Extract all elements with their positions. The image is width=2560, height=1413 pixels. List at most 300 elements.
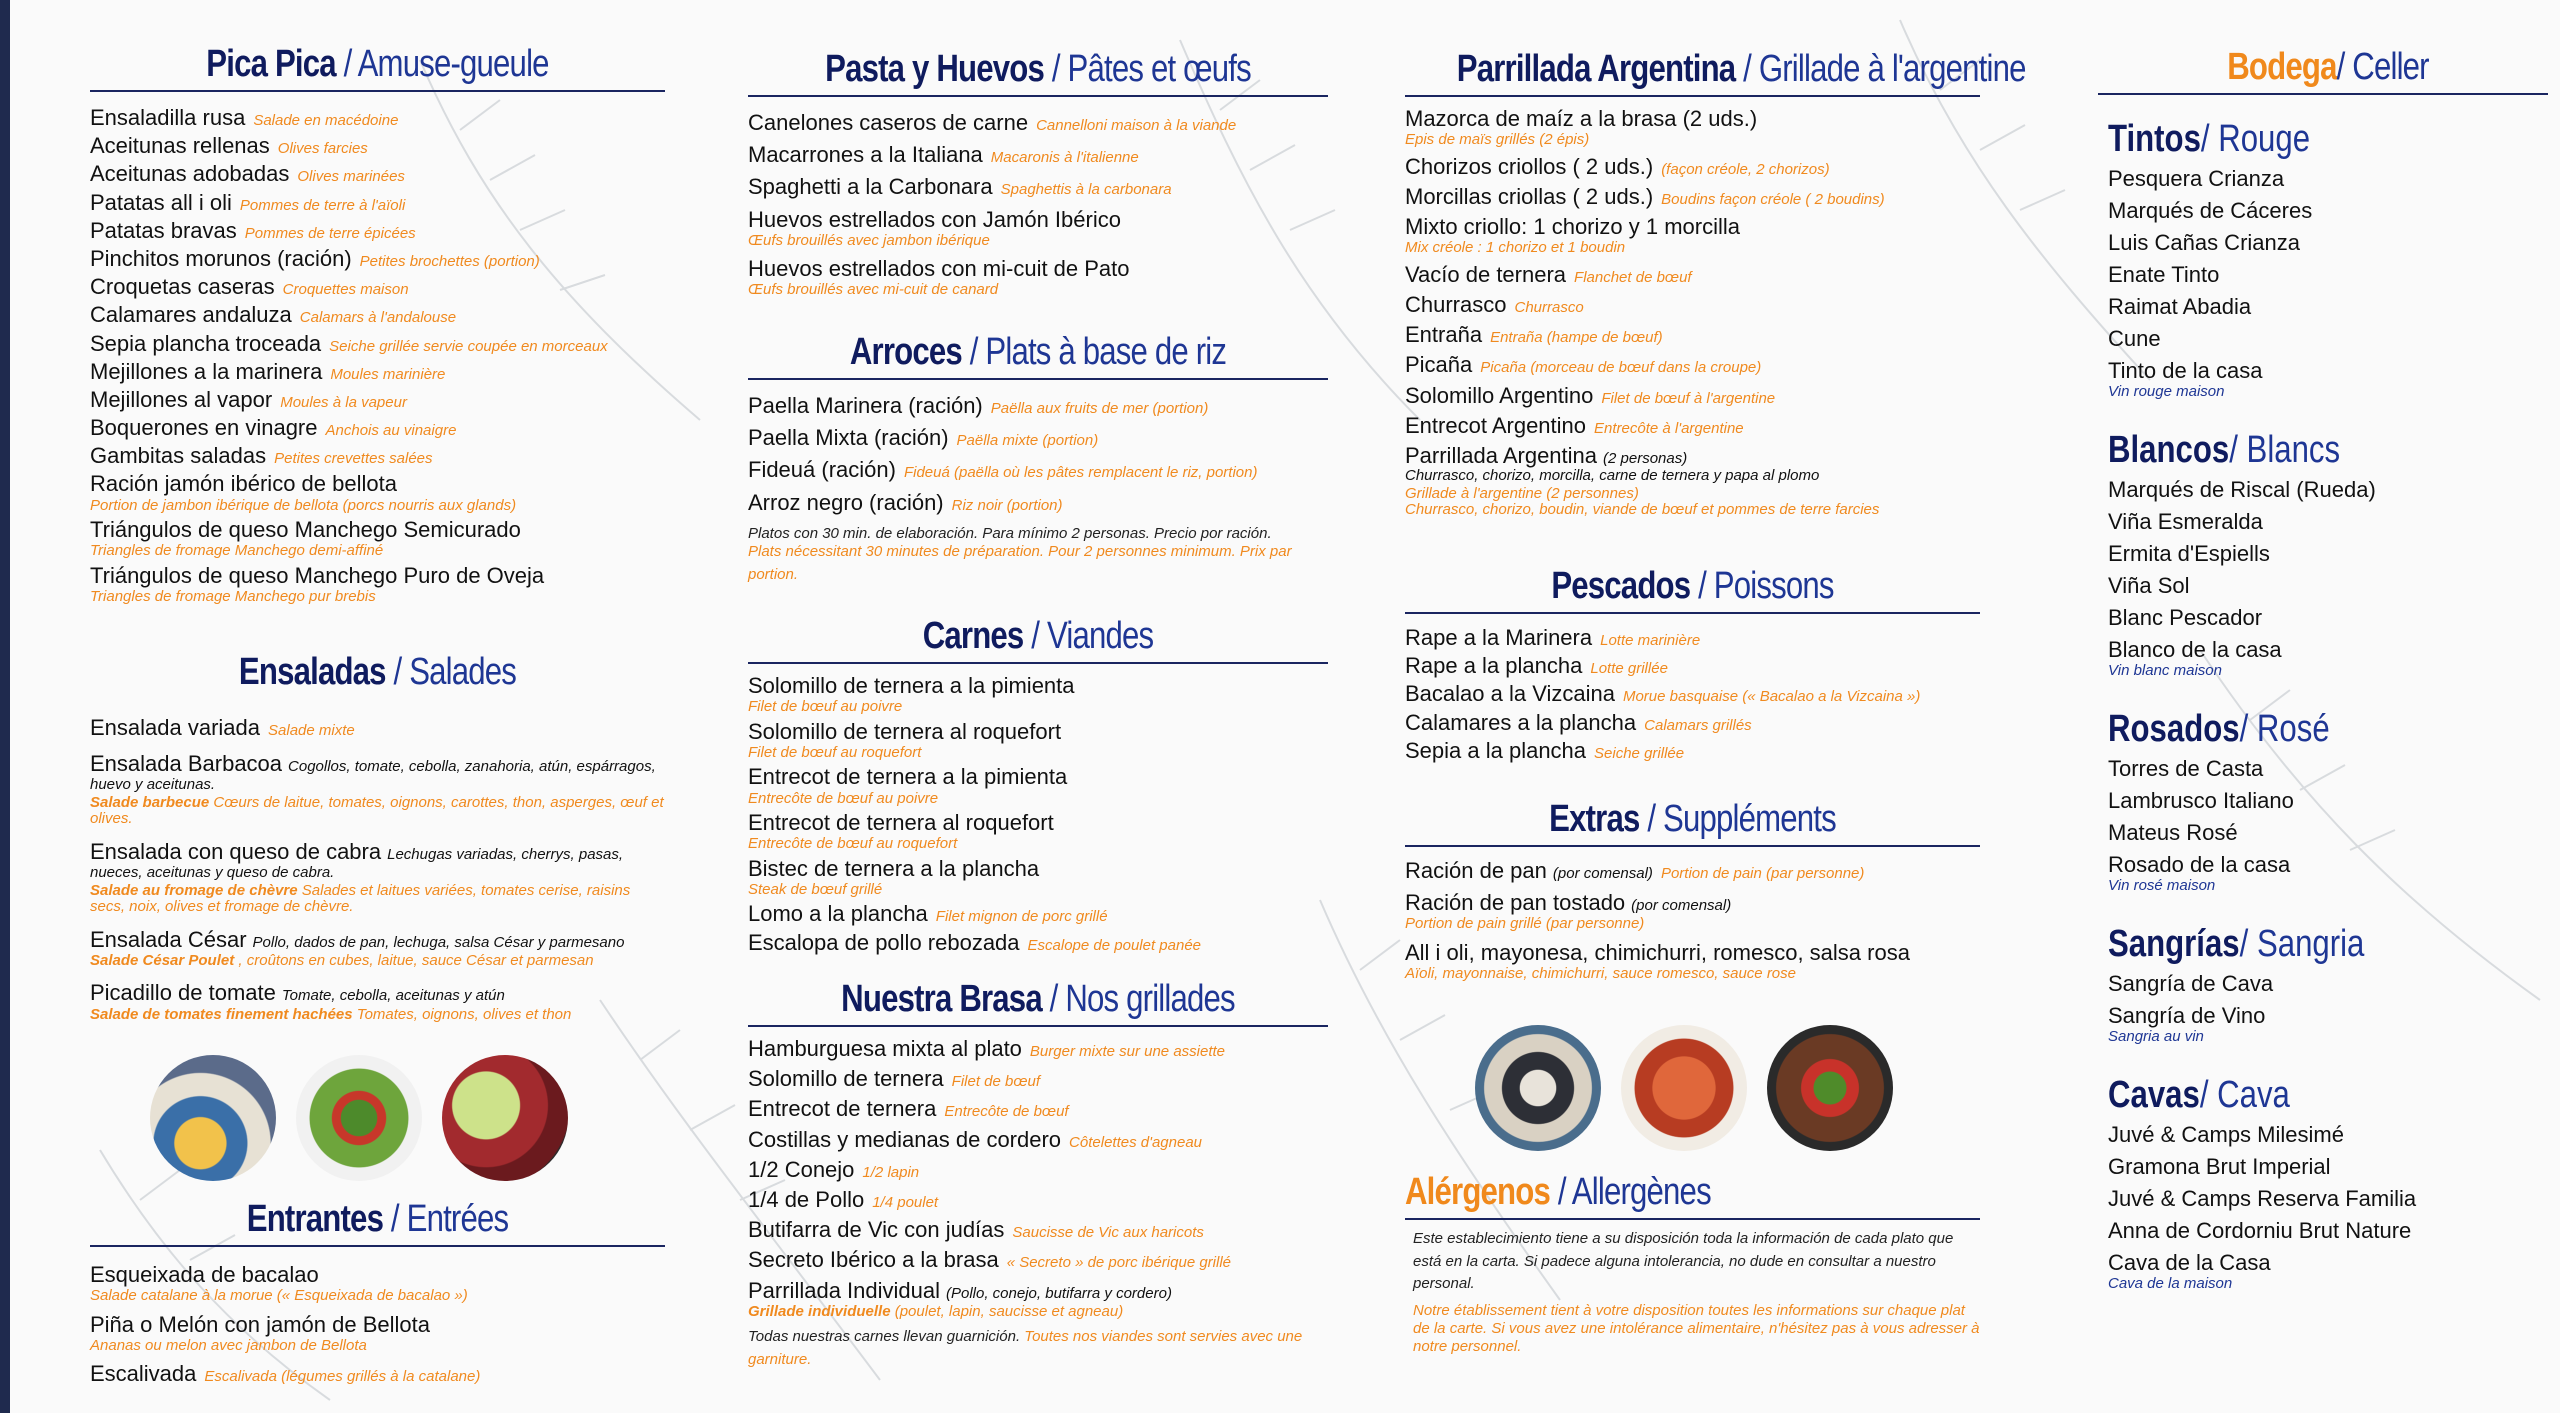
menu-item [90,1263,665,1305]
wine-house-note: Vin blanc maison [2108,662,2222,679]
wine-item: Ermita d'Espiells [2108,541,2270,566]
title-fr: / Celler [2336,46,2429,88]
item-translation [748,882,1328,899]
item-name: Ensaladilla rusa [90,105,246,130]
menu-item [748,491,1328,515]
title-rule [90,90,665,92]
menu-item [748,1279,1328,1321]
item-translation [90,795,665,828]
title-es: Blancos [2108,429,2230,471]
translation-text: Portion de jambon ibérique de bellota (porcs nourris aux glands) [90,496,517,514]
menu-item [748,111,1328,135]
rice-note-es: Platos con 30 min. de elaboración. Para mínimo 2 personas. Precio por ración. [748,524,1272,542]
item-name: 1/2 Conejo [748,1156,855,1182]
menu-item [1405,353,1980,377]
section-parrillada [1405,45,2026,525]
translation-text: Epis de maïs grillés (2 épis) [1405,131,1590,149]
wine-group [2108,920,2548,1045]
item-translation: Filet de bœuf [951,1073,1041,1091]
item-translation: Churrasco [1514,298,1584,316]
translation-text: Steak de bœuf grillé [748,880,883,898]
title-fr: / Plats à base de riz [969,331,1227,373]
item-name: Esqueixada de bacalao [90,1262,319,1287]
item-name: Solomillo de ternera al roquefort [748,718,1062,744]
section-title [1456,45,2026,93]
menu-item [748,1188,1328,1212]
item-translation: Cannelloni maison à la viande [1036,117,1237,134]
title-es: Alérgenos [1405,1171,1550,1213]
title-fr: / Cava [2199,1074,2290,1116]
menu-item [90,472,665,514]
menu-item [748,208,1328,250]
wine-group [2108,1071,2548,1292]
menu-item [90,275,665,299]
wine-item: Pesquera Crianza [2108,166,2285,191]
translation-title: Grillade individuelle [748,1302,891,1320]
wine-item: Cune [2108,326,2161,351]
item-translation: Moules à la vapeur [280,393,407,411]
title-fr: / Viandes [1031,615,1154,657]
title-fr: / Sangria [2239,923,2365,965]
menu-item [1405,739,1980,763]
item-description: (por comensal) [1552,865,1653,882]
item-name: Entraña [1405,322,1483,348]
item-translation: Petites brochettes (portion) [359,252,540,270]
translation-text: Portion de pain grillé (par personne) [1405,915,1645,933]
section-title [800,612,1276,660]
item-translation: Flanchet de bœuf [1574,268,1692,286]
menu-item [1405,654,1980,678]
item-name: Parrillada Individual [748,1277,940,1303]
item-translation [748,282,1328,299]
menu-item [1405,626,1980,650]
item-translation [90,883,665,916]
translation-text: Salades et laitues variées, tomates cerise, raisins secs, noix, olives et fromage de chèvre. [90,881,631,916]
item-name: Sepia plancha troceada [90,330,322,356]
allergen-note-fr: Notre établissement tient à votre disposition toutes les informations sur chaque plat de la carte. Si vous avez une intolérance alimentaire, n'hésitez pas à vous adresser à notre personnel. [1413,1301,1980,1355]
wine-group-title [2108,115,2469,163]
title-es: Parrillada Argentina [1456,48,1736,90]
item-translation [748,1304,1328,1321]
column-4-bodega [2108,0,2548,1413]
item-name: Triángulos de queso Manchego Puro de Oveja [90,562,545,588]
translation-text: Œufs brouillés avec mi-cuit de canard [748,281,999,299]
item-name: Solomillo Argentino [1405,382,1594,408]
item-translation: Lotte grillée [1590,660,1668,678]
menu-item [1405,891,1980,933]
item-translation: Côtelettes d'agneau [1069,1133,1203,1151]
item-translation [1405,916,1980,933]
item-translation [748,836,1328,853]
section-ensaladas [90,648,665,1035]
title-fr: / Grillade à l'argentine [1743,48,2026,90]
translation-text: Aïoli, mayonnaise, chimichurri, sauce romesco, sauce rose [1405,965,1796,983]
menu-item [90,716,665,740]
item-translation: Saucisse de Vic aux haricots [1012,1224,1204,1242]
menu-item [1405,107,1980,149]
item-translation: Salade en macédoine [253,112,399,129]
item-translation: Entraña (hampe de bœuf) [1490,329,1663,347]
wine-item: Blanco de la casa [2108,637,2282,662]
title-es: Bodega [2227,46,2337,88]
menu-item [748,1037,1328,1061]
title-rule [748,95,1328,97]
menu-item [748,1128,1328,1152]
wine-group-title [2108,426,2469,474]
item-name: Escalopa de pollo rebozada [748,929,1020,955]
item-name: Aceitunas adobadas [90,161,290,187]
title-es: Carnes [922,615,1024,657]
title-fr: / Entrées [390,1198,509,1240]
item-translation [90,589,665,606]
menu-item [1405,323,1980,347]
section-title [800,975,1276,1023]
menu-item [90,219,665,243]
item-translation [748,699,1328,716]
section-title [142,1195,614,1243]
item-translation [90,498,665,515]
item-translation: Filet mignon de porc grillé [935,908,1108,926]
menu-item [1405,215,1980,257]
title-es: Pescados [1551,565,1691,607]
item-translation [748,233,1328,250]
section-brasa [748,975,1328,1371]
item-name: Picaña [1405,352,1473,378]
item-name: Entrecot de ternera al roquefort [748,810,1054,836]
section-carnes [748,612,1328,959]
item-translation: Olives farcies [277,140,368,158]
wine-item: Mateus Rosé [2108,820,2238,845]
menu-item [90,444,665,468]
item-name: Mejillones a la marinera [90,358,323,384]
item-name: Calamares a la plancha [1405,709,1637,735]
menu-item [748,1097,1328,1121]
menu-item [1405,293,1980,317]
menu-item [90,191,665,215]
item-translation: Spaghettis à la carbonara [1000,181,1172,199]
menu-item [748,1158,1328,1182]
translation-title: Salade de tomates finement hachées [90,1005,353,1023]
translation-text: (poulet, lapin, saucisse et agneau) [894,1302,1124,1320]
item-translation: 1/2 lapin [862,1163,920,1181]
wine-item: Anna de Cordorniu Brut Nature [2108,1218,2412,1243]
item-name: Boquerones en vinagre [90,415,318,441]
title-es: Rosados [2108,708,2240,750]
photo-stew [1621,1025,1747,1151]
photo-tortilla [150,1055,276,1181]
item-name: All i oli, mayonesa, chimichurri, romesco, salsa rosa [1405,939,1910,965]
item-name: Rape a la plancha [1405,653,1583,679]
meat-note-fr: Toutes nos viandes sont servies avec une garniture. [748,1328,1303,1368]
meat-note-es: Todas nuestras carnes llevan guarnición. [748,1328,1021,1346]
item-name: Lomo a la plancha [748,901,928,927]
menu-item [748,175,1328,199]
item-name: Patatas bravas [90,217,237,243]
section-title [1405,1168,1877,1216]
title-es: Ensaladas [238,651,386,693]
column-2 [748,0,1328,1413]
item-name: Churrasco [1405,291,1507,317]
item-translation: Olives marinées [297,168,405,186]
translation-text: , croûtons en cubes, laitue, sauce César et parmesan [238,951,594,969]
translation-text: Salade catalane à la morue (« Esqueixada de bacalao ») [90,1287,468,1305]
title-rule [748,378,1328,380]
wine-item: Sangría de Cava [2108,971,2274,996]
item-name: Arroz negro (ración) [748,489,944,515]
translation-text: Grillade à l'argentine (2 personnes) [1405,484,1639,502]
item-translation: Moules marinière [330,365,446,383]
photo-salad [296,1055,422,1181]
section-title [142,40,614,88]
bodega-title [2148,43,2509,91]
photo-melon-jamon [442,1055,568,1181]
item-name: Parrillada Argentina [1405,442,1598,468]
menu-item [90,840,665,916]
item-translation: Macaronis à l'italienne [990,149,1139,167]
wine-group [2108,705,2548,894]
title-es: Arroces [849,331,962,373]
item-name: Mejillones al vapor [90,386,273,412]
menu-item [1405,185,1980,209]
wine-item: Rosado de la casa [2108,852,2291,877]
item-name: Bistec de ternera a la plancha [748,855,1040,881]
menu-item [748,811,1328,853]
item-name: Croquetas caseras [90,274,275,300]
menu-item [1405,682,1980,706]
menu-item [90,564,665,606]
item-description: Tomate, cebolla, aceitunas y atún [281,987,505,1005]
item-translation: Portion de pain (par personne) [1660,865,1865,882]
translation-text: Entrecôte de bœuf au roquefort [748,835,958,853]
section-extras [1405,795,1980,991]
item-translation: Paëlla aux fruits de mer (portion) [990,400,1209,417]
item-translation: « Secreto » de porc ibérique grillé [1006,1254,1231,1272]
translation-text: Filet de bœuf au roquefort [748,743,922,761]
menu-item [1405,941,1980,983]
title-fr: / Allergènes [1557,1171,1711,1213]
item-name: Calamares andaluza [90,302,292,328]
menu-item [90,134,665,158]
left-edge-strip [0,0,10,1413]
item-name: Morcillas criollas ( 2 uds.) [1405,183,1654,209]
item-name: Patatas all i oli [90,189,232,215]
menu-item [90,162,665,186]
menu-item [748,394,1328,418]
item-name: Ensalada variada [90,715,261,740]
meat-note [748,1326,1328,1371]
item-translation: Escalope de poulet panée [1027,936,1202,954]
item-name: Costillas y medianas de cordero [748,1126,1062,1152]
menu-item [90,303,665,327]
item-name: Mixto criollo: 1 chorizo y 1 morcilla [1405,214,1740,240]
wine-item: Cava de la Casa [2108,1250,2271,1275]
dish-photos [1475,1025,1893,1151]
wine-group-title [2108,1071,2469,1119]
title-fr: / Amuse-gueule [343,43,549,85]
item-name: Fideuá (ración) [748,457,896,483]
title-fr: / Suppléments [1647,798,1836,840]
menu-item [1405,444,1980,519]
item-name: Ración de pan tostado [1405,890,1626,916]
item-name: Mazorca de maíz a la brasa (2 uds.) [1405,106,1758,131]
item-translation: Escalivada (légumes grillés à la catalane) [204,1368,481,1386]
item-translation: 1/4 poulet [872,1193,939,1211]
wine-group [2108,115,2548,400]
menu-item [748,902,1328,926]
item-name: Rape a la Marinera [1405,625,1593,650]
wine-item: Torres de Casta [2108,756,2264,781]
wine-item: Viña Esmeralda [2108,509,2263,534]
wine-group-title [2108,705,2469,753]
translation-text: Triangles de fromage Manchego pur brebis [90,588,376,605]
menu-item [90,388,665,412]
title-rule [2098,93,2548,95]
title-rule [1405,1218,1980,1220]
allergen-note-es: Este establecimiento tiene a su disposición toda la información de cada plato que está en la carta. Si padece alguna intolerancia, no dude en consultar a nuestro personal. [1413,1230,1954,1292]
salad-photos [150,1055,568,1181]
item-name: Entrecot de ternera a la pimienta [748,764,1068,790]
item-translation: Paëlla mixte (portion) [956,432,1099,450]
item-translation: Picaña (morceau de bœuf dans la croupe) [1480,359,1762,377]
section-title [142,648,614,696]
item-name: Entrecot de ternera [748,1096,937,1122]
item-translation: Entrecôte de bœuf [944,1103,1069,1121]
wine-item: Tinto de la casa [2108,358,2263,383]
item-name: Ensalada con queso de cabra [90,838,382,864]
item-name: Picadillo de tomate [90,980,276,1006]
menu-item [748,1248,1328,1272]
item-name: Paella Mixta (ración) [748,425,949,451]
item-translation: Pommes de terre à l'aïoli [239,196,406,214]
item-translation [90,1288,665,1305]
wine-group [2108,426,2548,679]
menu-item [90,416,665,440]
item-description: (por comensal) [1631,897,1732,915]
menu-item [748,674,1328,716]
translation-text: Triangles de fromage Manchego demi-affiné [90,542,384,560]
item-name: Canelones caseros de carne [748,110,1029,135]
item-name: Vacío de ternera [1405,261,1567,287]
item-name: Hamburguesa mixta al plato [748,1036,1022,1061]
item-translation: Burger mixte sur une assiette [1029,1043,1226,1060]
item-translation: Morue basquaise (« Bacalao a la Vizcaina ») [1622,688,1921,706]
wine-house-note: Vin rouge maison [2108,383,2225,400]
wine-item: Raimat Abadia [2108,294,2252,319]
item-name: Spaghetti a la Carbonara [748,174,993,200]
item-translation: Churrasco, chorizo, boudin, viande de bœuf et pommes de terre farcies [1405,501,1880,519]
item-name: 1/4 de Pollo [748,1186,865,1212]
item-name: Butifarra de Vic con judías [748,1217,1005,1243]
menu-item [90,752,665,828]
item-translation [90,1007,665,1024]
menu-item [90,332,665,356]
photo-grill [1767,1025,1893,1151]
item-translation [748,791,1328,808]
menu-item [1405,414,1980,438]
section-title [1457,795,1929,843]
item-name: Gambitas saladas [90,443,267,469]
menu-item [748,857,1328,899]
menu-item [1405,711,1980,735]
wine-house-note: Sangria au vin [2108,1028,2204,1045]
wine-item: Viña Sol [2108,573,2190,598]
item-translation [1405,240,1980,257]
menu-item [90,360,665,384]
rice-note-fr: Plats nécessitant 30 minutes de préparation. Pour 2 personnes minimum. Prix par portion. [748,543,1292,583]
item-name: Aceitunas rellenas [90,133,270,159]
menu-item [90,1362,665,1386]
item-translation: Salade mixte [268,722,355,739]
title-es: Sangrías [2108,923,2240,965]
item-name: Escalivada [90,1361,197,1387]
wine-item: Sangría de Vino [2108,1003,2266,1028]
section-title [1457,562,1929,610]
item-description: (Pollo, conejo, butifarra y cordero) [946,1284,1172,1302]
item-translation: Petites crevettes salées [274,450,433,468]
translation-text: Ananas ou melon avec jambon de Bellota [90,1336,367,1354]
item-translation [90,1338,665,1355]
menu-item [1405,384,1980,408]
item-translation [1405,966,1980,983]
item-name: Bacalao a la Vizcaina [1405,681,1615,707]
menu-item [748,720,1328,762]
title-rule [90,1245,665,1247]
wine-house-note: Vin rosé maison [2108,877,2216,894]
item-translation [1405,132,1980,149]
title-fr: / Poissons [1698,565,1834,607]
wine-item: Blanc Pescador [2108,605,2263,630]
title-es: Pasta y Huevos [825,48,1045,90]
wine-item: Enate Tinto [2108,262,2220,287]
item-translation: Calamars à l'andalouse [299,309,457,327]
item-translation: Lotte marinière [1600,632,1701,649]
title-es: Tintos [2108,118,2201,160]
translation-text: Œufs brouillés avec jambon ibérique [748,231,990,249]
menu-item [748,426,1328,450]
menu-item [1405,263,1980,287]
item-name: Chorizos criollos ( 2 uds.) [1405,153,1654,179]
section-pica-pica [90,40,665,610]
item-name: Huevos estrellados con Jamón Ibérico [748,206,1121,232]
wine-item: Juvé & Camps Reserva Familia [2108,1186,2417,1211]
wine-item: Gramona Brut Imperial [2108,1154,2331,1179]
menu-item [748,1067,1328,1091]
wine-item: Luis Cañas Crianza [2108,230,2300,255]
title-es: Entrantes [246,1198,384,1240]
item-translation [90,543,665,560]
menu-item [1405,859,1980,883]
item-name: Paella Marinera (ración) [748,393,983,418]
menu-item [748,1218,1328,1242]
translation-text: Mix créole : 1 chorizo et 1 boudin [1405,239,1626,257]
translation-text: Cœurs de laitue, tomates, oignons, carottes, thon, asperges, œuf et olives. [90,793,664,828]
item-translation: Pommes de terre épicées [244,224,416,242]
title-es: Pica Pica [206,43,336,85]
translation-title: Salade César Poulet [90,951,235,969]
title-rule [748,662,1328,664]
item-name: Ensalada César [90,926,247,952]
item-translation: Seiche grillée servie coupée en morceaux [329,337,608,355]
title-fr: / Salades [393,651,517,693]
menu-item [748,931,1328,955]
title-rule [1405,95,1980,97]
menu-item [90,247,665,271]
item-note: (2 personas) [1603,449,1688,467]
title-rule [1405,845,1980,847]
item-description: Cogollos, tomate, cebolla, zanahoria, atún, espárragos, huevo y aceitunas. [90,758,656,794]
title-fr: / Pâtes et œufs [1051,48,1251,90]
title-fr: / Rosé [2239,708,2330,750]
